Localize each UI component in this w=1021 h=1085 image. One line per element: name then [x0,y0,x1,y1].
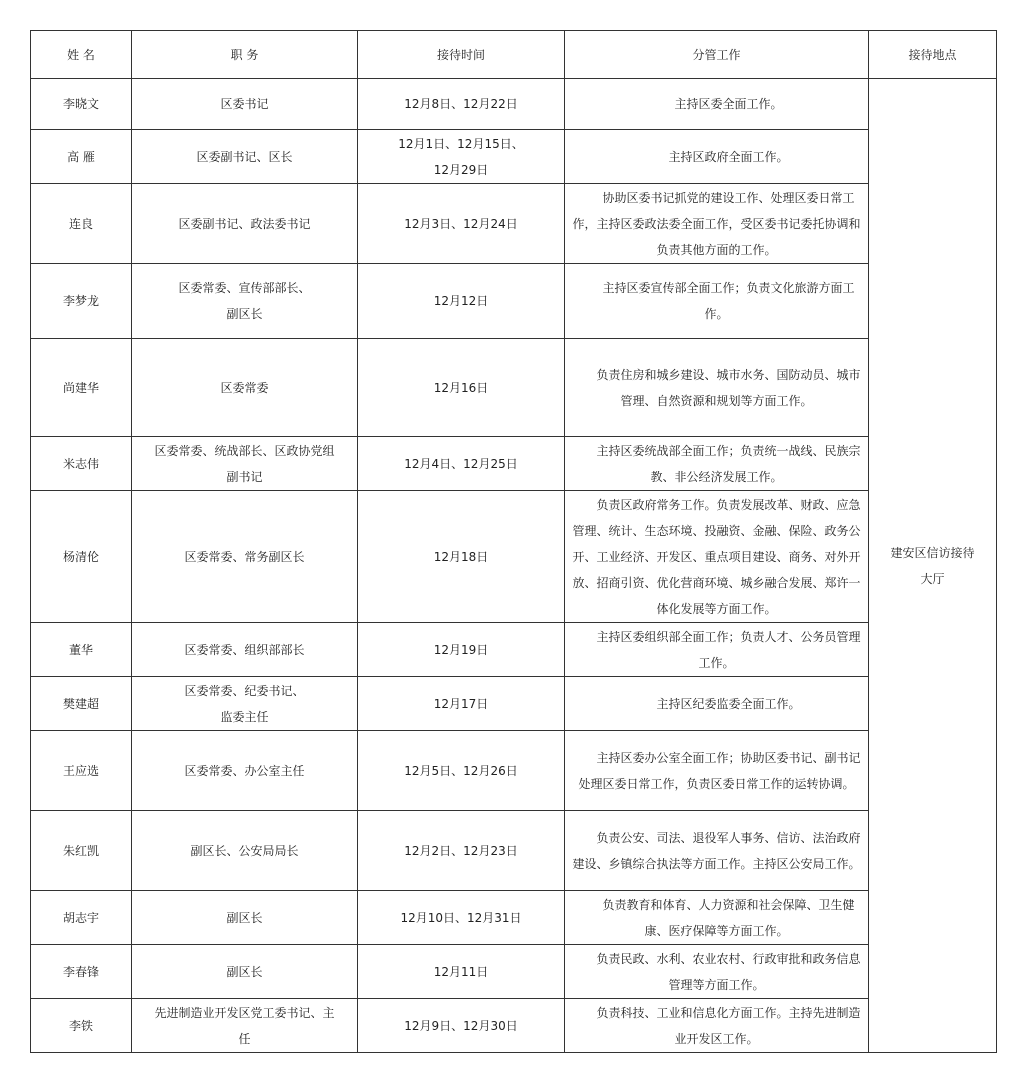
cell-time [358,999,565,1053]
position-line: 区委常委 [220,380,269,395]
cell-position [132,999,358,1053]
cell-name: 朱红凯 [31,811,132,891]
cell-time [358,811,565,891]
position-line: 区委副书记、区长 [196,149,293,164]
work-text: 主持区委宣传部全面工作；负责文化旅游方面工作。 [602,281,855,321]
header-time: 接待时间 [358,31,565,79]
place-line: 大厅 [920,571,945,586]
time-line: 12月29日 [433,162,489,177]
position-line: 区委常委、常务副区长 [184,549,305,564]
table-row [31,891,997,945]
cell-place [869,79,997,1053]
cell-name: 杨清伦 [31,491,132,623]
cell-time [358,731,565,811]
position-line: 任 [238,1031,251,1046]
time-line: 12月16日 [433,380,489,395]
cell-work [565,891,869,945]
time-line: 12月9日、12月30日 [404,1018,518,1033]
cell-position [132,677,358,731]
work-text: 负责住房和城乡建设、城市水务、国防动员、城市管理、自然资源和规划等方面工作。 [596,367,861,408]
header-work: 分管工作 [565,31,869,79]
table-row [31,264,997,339]
position-line: 区委常委、纪委书记、 [184,683,305,698]
position-line: 先进制造业开发区党工委书记、主 [154,1005,335,1020]
table-row [31,811,997,891]
cell-name: 樊建超 [31,677,132,731]
position-line: 副区长、公安局局长 [190,843,299,858]
cell-time [358,79,565,130]
position-line: 区委常委、办公室主任 [184,763,305,778]
work-text: 负责民政、水利、农业农村、行政审批和政务信息管理等方面工作。 [596,951,861,992]
work-text: 负责区政府常务工作。负责发展改革、财政、应急管理、统计、生态环境、投融资、金融、保险、政务公开、工业经济、开发区、重点项目建设、商务、对外开放、招商引资、优化营商环境、城乡融合发展、郑许一体化发展等方面工作。 [572,497,861,616]
position-line: 副区长 [226,910,263,925]
cell-time [358,437,565,491]
table-row [31,437,997,491]
table-row [31,79,997,130]
table-row [31,999,997,1053]
cell-work [565,677,869,731]
cell-work [565,79,869,130]
cell-position [132,623,358,677]
cell-work [565,811,869,891]
reception-schedule-table [30,30,997,1053]
position-line: 副书记 [226,469,263,484]
work-text: 主持区委全面工作。 [674,97,783,111]
time-line: 12月2日、12月23日 [404,843,518,858]
work-text: 主持区纪委监委全面工作。 [656,696,801,711]
table-row [31,945,997,999]
cell-time [358,945,565,999]
time-line: 12月10日、12月31日 [400,910,522,925]
cell-time [358,677,565,731]
cell-work [565,623,869,677]
cell-name: 米志伟 [31,437,132,491]
cell-time [358,339,565,437]
cell-name: 李梦龙 [31,264,132,339]
header-name: 姓 名 [31,31,132,79]
work-text: 协助区委书记抓党的建设工作、处理区委日常工作，主持区委政法委全面工作，受区委书记委托协调和负责其他方面的工作。 [572,190,861,257]
position-line: 区委常委、宣传部部长、 [178,281,311,295]
time-line: 12月19日 [433,642,489,657]
cell-name: 李晓文 [31,79,132,130]
work-text: 主持区政府全面工作。 [668,149,789,164]
cell-name: 王应选 [31,731,132,811]
table-row [31,130,997,184]
table-row [31,184,997,264]
time-line: 12月8日、12月22日 [404,97,518,111]
schedule-body [31,79,997,1053]
cell-position [132,339,358,437]
position-line: 区委副书记、政法委书记 [178,216,311,231]
table-row [31,677,997,731]
place-line: 建安区信访接待 [890,545,975,560]
header-position: 职 务 [132,31,358,79]
position-line: 区委书记 [220,97,269,111]
cell-time [358,184,565,264]
work-text: 负责公安、司法、退役军人事务、信访、法治政府建设、乡镇综合执法等方面工作。主持区公安局工作。 [572,830,861,871]
cell-position [132,811,358,891]
header-place: 接待地点 [869,31,997,79]
cell-position [132,891,358,945]
cell-position [132,731,358,811]
cell-work [565,130,869,184]
time-line: 12月18日 [433,549,489,564]
cell-name: 李春锋 [31,945,132,999]
cell-position [132,491,358,623]
cell-name: 连良 [31,184,132,264]
cell-name: 高 雁 [31,130,132,184]
cell-work [565,437,869,491]
table-row [31,491,997,623]
position-line: 副区长 [226,964,263,979]
position-line: 副区长 [226,307,263,321]
cell-name: 董华 [31,623,132,677]
work-text: 主持区委办公室全面工作；协助区委书记、副书记处理区委日常工作，负责区委日常工作的运转协调。 [578,750,861,791]
cell-name: 尚建华 [31,339,132,437]
cell-work [565,184,869,264]
cell-position [132,79,358,130]
cell-work [565,491,869,623]
position-line: 区委常委、统战部长、区政协党组 [154,443,335,458]
cell-position [132,184,358,264]
cell-position [132,437,358,491]
table-row [31,623,997,677]
cell-position [132,264,358,339]
cell-position [132,945,358,999]
cell-time [358,130,565,184]
cell-name: 李铁 [31,999,132,1053]
work-text: 主持区委组织部全面工作；负责人才、公务员管理工作。 [596,629,861,670]
cell-time [358,623,565,677]
time-line: 12月1日、12月15日、 [398,136,524,151]
time-line: 12月17日 [433,696,489,711]
cell-position [132,130,358,184]
time-line: 12月3日、12月24日 [404,216,518,231]
time-line: 12月12日 [433,294,489,308]
cell-work [565,999,869,1053]
cell-time [358,264,565,339]
cell-time [358,491,565,623]
cell-work [565,339,869,437]
cell-work [565,731,869,811]
table-row [31,339,997,437]
position-line: 监委主任 [220,709,269,724]
time-line: 12月11日 [433,964,489,979]
cell-work [565,264,869,339]
cell-time [358,891,565,945]
position-line: 区委常委、组织部部长 [184,642,305,657]
work-text: 负责教育和体育、人力资源和社会保障、卫生健康、医疗保障等方面工作。 [602,897,855,938]
table-row [31,731,997,811]
time-line: 12月4日、12月25日 [404,456,518,471]
time-line: 12月5日、12月26日 [404,763,518,778]
work-text: 负责科技、工业和信息化方面工作。主持先进制造业开发区工作。 [596,1005,861,1046]
header-row [31,31,997,79]
cell-work [565,945,869,999]
cell-name: 胡志宇 [31,891,132,945]
work-text: 主持区委统战部全面工作；负责统一战线、民族宗教、非公经济发展工作。 [596,443,861,484]
